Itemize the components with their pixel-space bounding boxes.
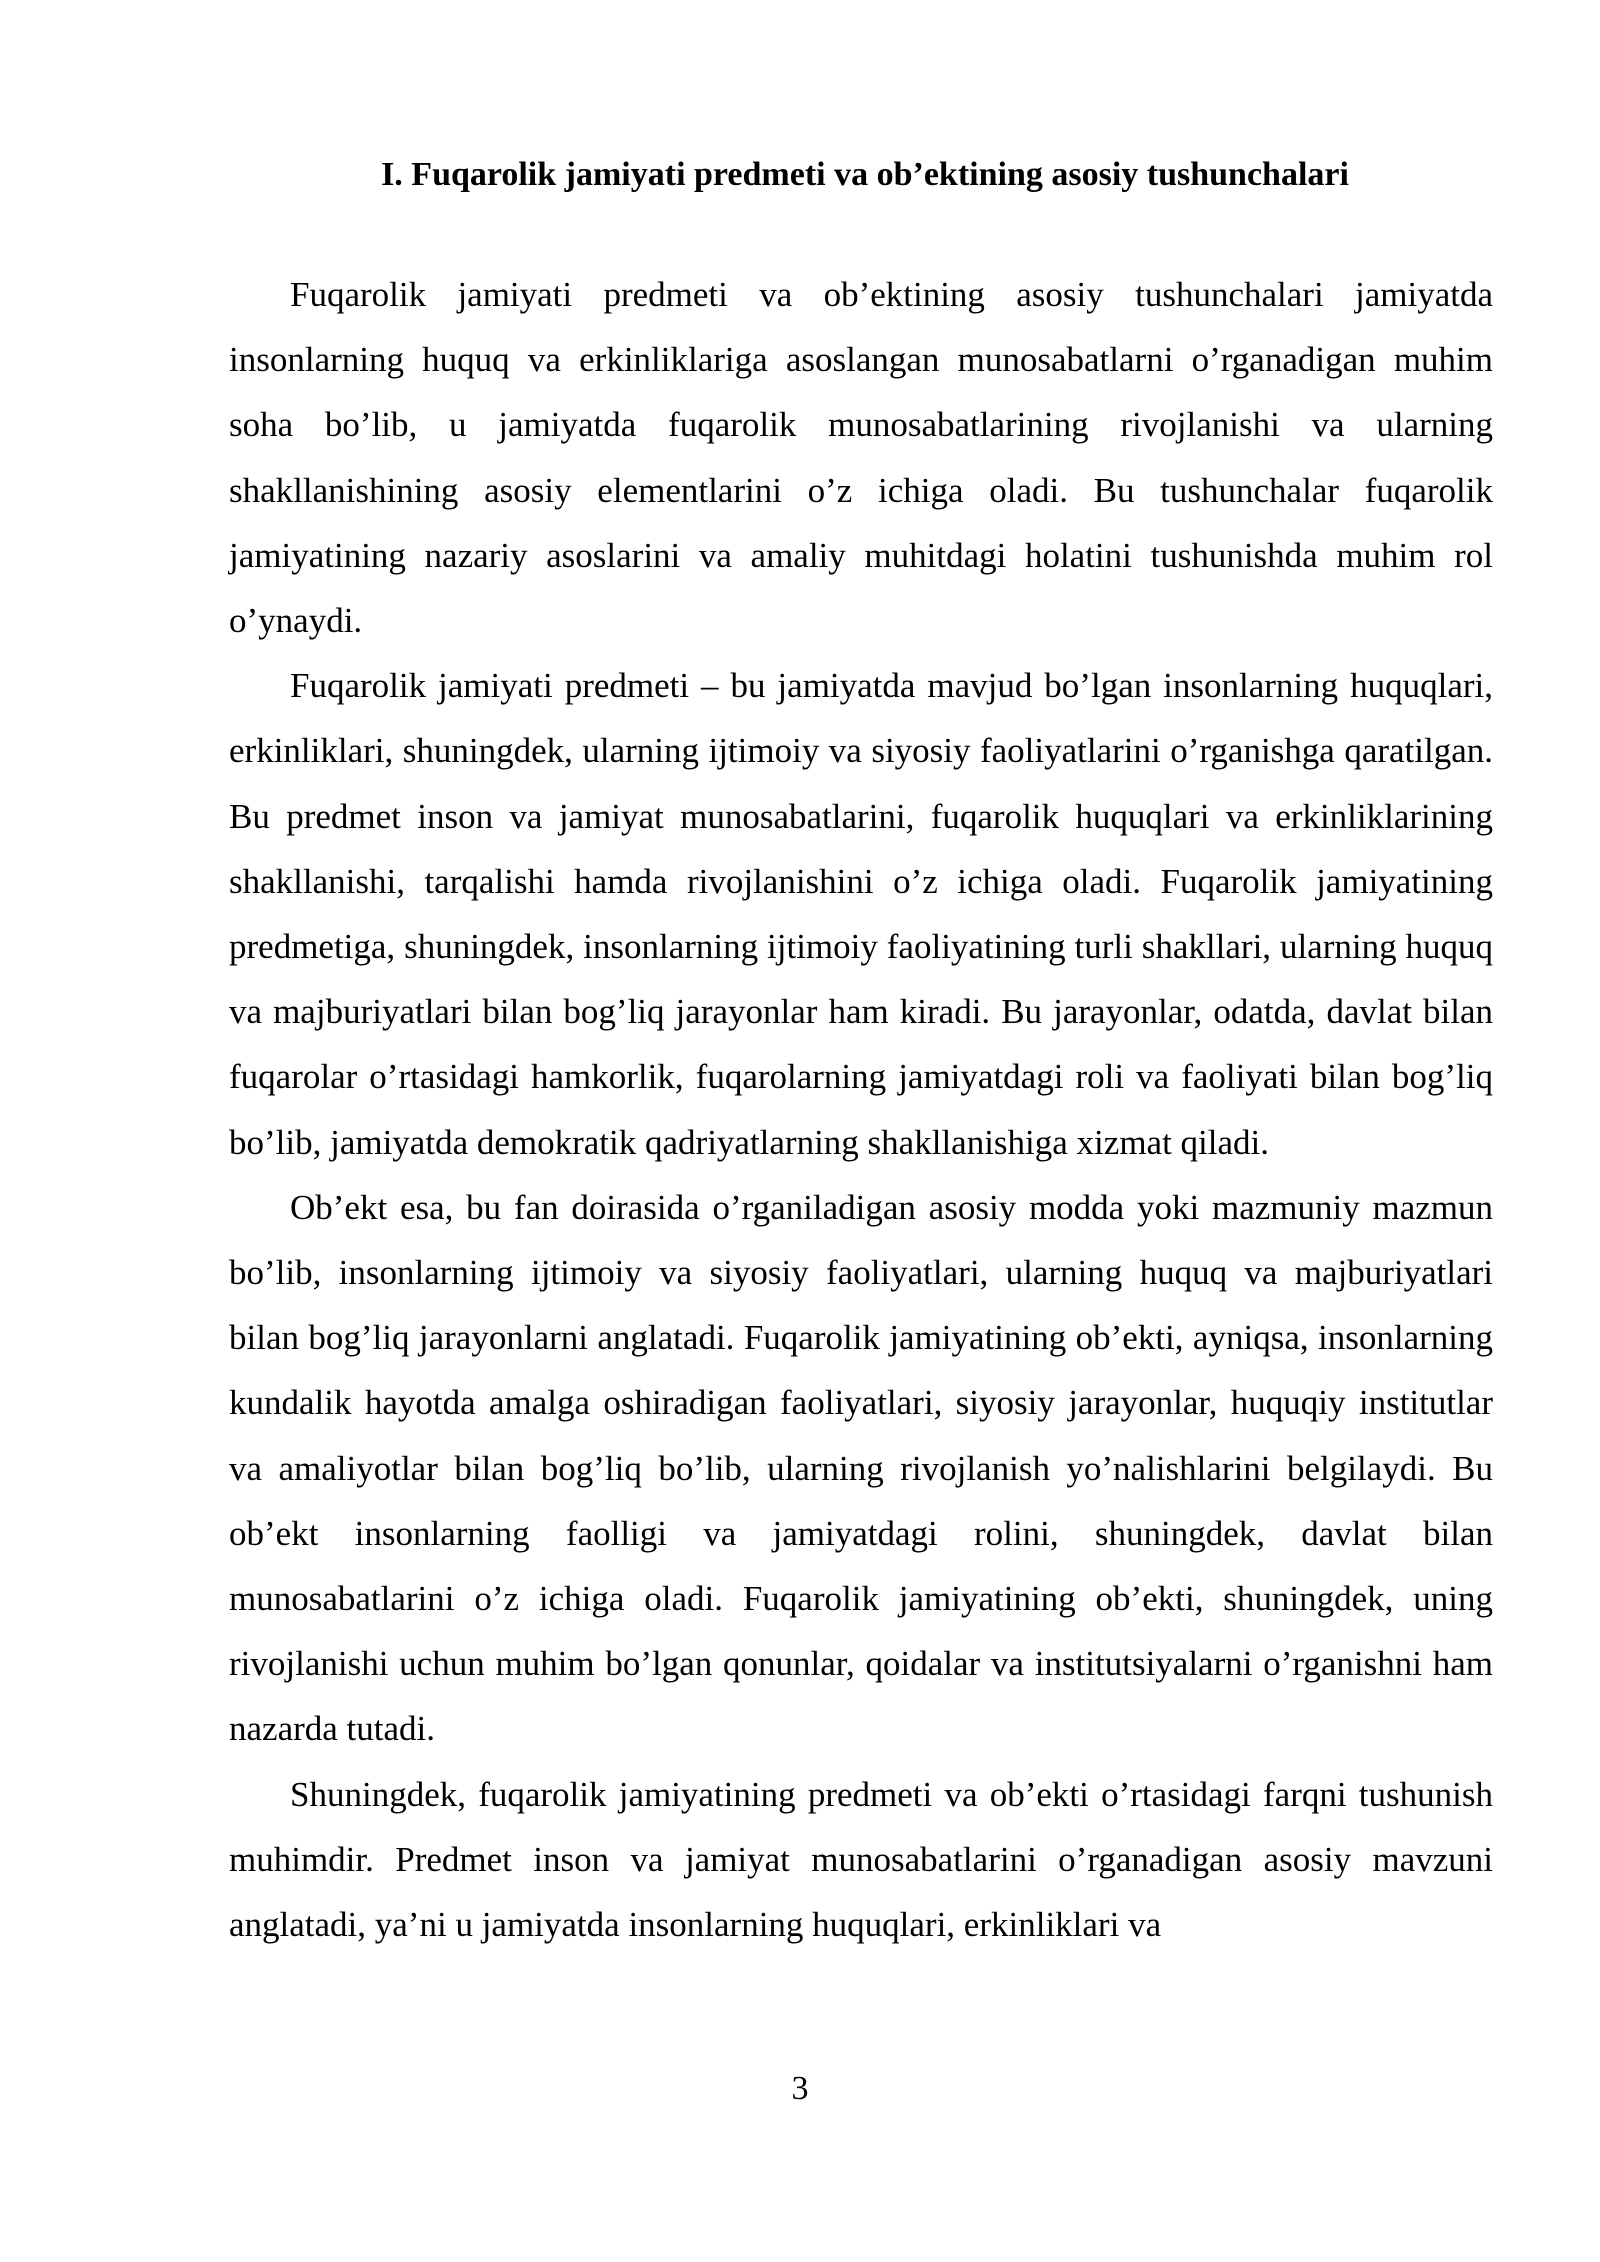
paragraph-1: Fuqarolik jamiyati predmeti va ob’ektining asosiy tushunchalari jamiyatda insonlarning huquq va erkinliklariga asoslangan munosabatlarni o’rganadigan muhim soha bo’lib, u jamiyatda fuqarolik munosabatlarining rivojlanishi va ularning shakllanishining asosiy elementlarini o’z ichiga oladi. Bu tushunchalar fuqarolik jamiyatining nazariy asoslarini va amaliy muhitdagi holatini tushunishda muhim rol o’ynaydi. — [229, 275, 1493, 641]
paragraph-2: Fuqarolik jamiyati predmeti – bu jamiyatda mavjud bo’lgan insonlarning huquqlari, erkinliklari, shuningdek, ularning ijtimoiy va siyosiy faoliyatlarini o’rganishga qaratilgan. Bu predmet inson va jamiyat munosabatlarini, fuqarolik huquqlari va erkinliklarining shakllanishi, tarqalishi hamda rivojlanishini o’z ichiga oladi. Fuqarolik jamiyatining predmetiga, shuningdek, insonlarning ijtimoiy faoliyatining turli shakllari, ularning huquq va majburiyatlari bilan bog’liq jarayonlar ham kiradi. Bu jarayonlar, odatda, davlat bilan fuqarolar o’rtasidagi hamkorlik, fuqarolarning jamiyatdagi roli va faoliyati bilan bog’liq bo’lib, jamiyatda demokratik qadriyatlarning shakllanishiga xizmat qiladi. — [229, 666, 1493, 1162]
paragraph-3: Ob’ekt esa, bu fan doirasida o’rganiladigan asosiy modda yoki mazmuniy mazmun bo’lib, insonlarning ijtimoiy va siyosiy faoliyatlari, ularning huquq va majburiyatlari bilan bog’liq jarayonlarni anglatadi. Fuqarolik jamiyatining ob’ekti, ayniqsa, insonlarning kundalik hayotda amalga oshiradigan faoliyatlari, siyosiy jarayonlar, huquqiy institutlar va amaliyotlar bilan bog’liq bo’lib, ularning rivojlanish yo’nalishlarini belgilaydi. Bu ob’ekt insonlarning faolligi va jamiyatdagi rolini, shuningdek, davlat bilan munosabatlarini o’z ichiga oladi. Fuqarolik jamiyatining ob’ekti, shuningdek, uning rivojlanishi uchun muhim bo’lgan qonunlar, qoidalar va institutsiyalarni o’rganishni ham nazarda tutadi. — [229, 1187, 1493, 1749]
section-heading: I. Fuqarolik jamiyati predmeti va ob’ektining asosiy tushunchalari — [381, 156, 1349, 193]
paragraph-4: Shuningdek, fuqarolik jamiyatining predmeti va ob’ekti o’rtasidagi farqni tushunish muhimdir. Predmet inson va jamiyat munosabatlarini o’rganadigan asosiy mavzuni anglatadi, ya’ni u jamiyatda insonlarning huquqlari, erkinliklari va — [229, 1774, 1493, 1945]
body-text — [229, 262, 1493, 1957]
page-number: 3 — [791, 2070, 809, 2107]
